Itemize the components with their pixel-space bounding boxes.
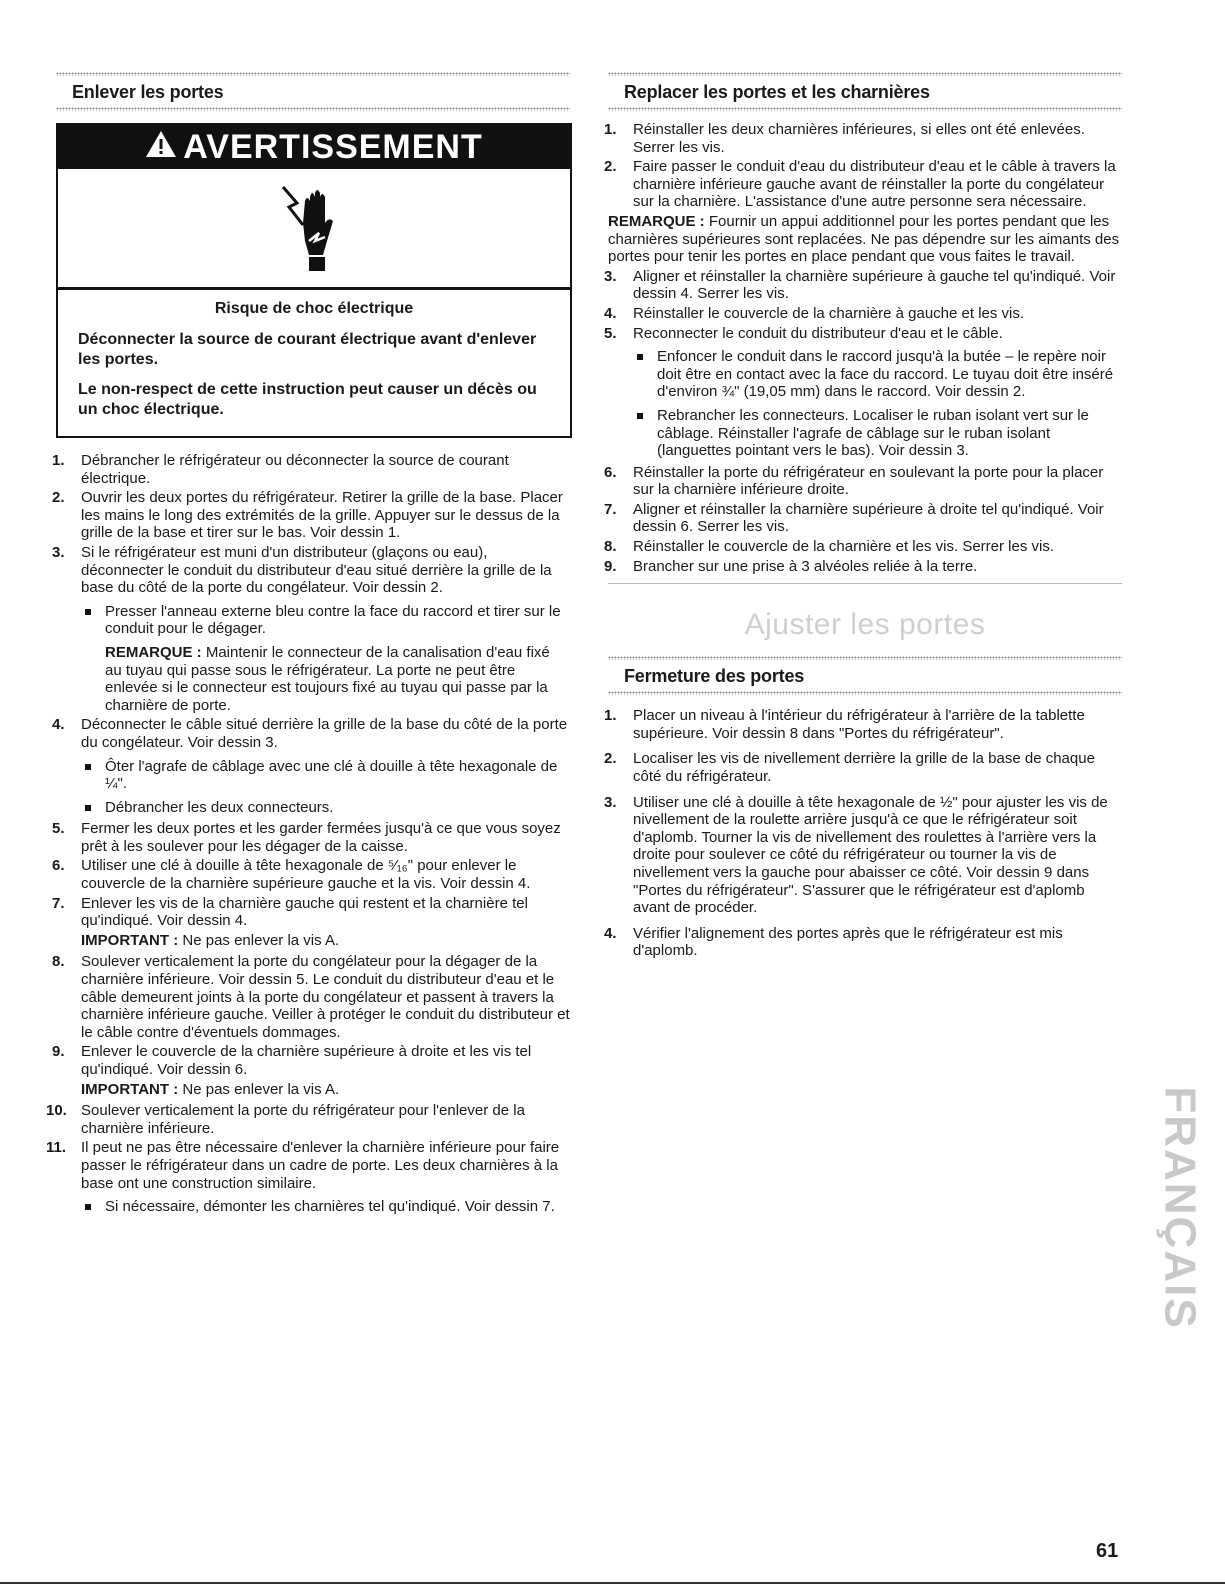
list-item: 8. Réinstaller le couvercle de la charnière et les vis. Serrer les vis. [604,538,1055,556]
important-note: IMPORTANT : Ne pas enlever la vis A. [81,931,340,949]
bullet-item: Rebrancher les connecteurs. Localiser le ruban isolant vert sur le câblage. Réinstaller l'agrafe de câblage sur le ruban isolant (languettes pointant vers le bas). Voir dessin 3. [633,407,1122,460]
bullet-icon [637,354,643,360]
replace-doors-steps [604,121,1122,211]
list-item: 10. Soulever verticalement la porte du réfrigérateur pour l'enlever de la charnière inférieure. [46,1102,525,1137]
warning-box [56,123,572,438]
list-item: 2. Ouvrir les deux portes du réfrigérateur. Retirer la grille de la base. Placer les mains le long des extrémités de la grille. Appuyer sur le dessus de la grille de la base et tirer sur le bas. Voir dessin 1. [52,489,563,542]
list-item: 1. Débrancher le réfrigérateur ou déconnecter la source de courant électrique. [52,452,509,487]
warning-line-consequence: Le non-respect de cette instruction peut causer un décès ou un choc électrique. [78,381,537,418]
divider [608,72,1122,76]
right-column [604,72,1122,962]
warning-text [58,290,570,436]
divider [608,583,1122,584]
bullet-item: Débrancher les deux connecteurs. [81,799,570,817]
list-item: 4. Déconnecter le câble situé derrière la grille de la base du côté de la porte du congélateur. Voir dessin 3. Ôter l'agrafe de câblage avec une clé à douille à tête hexagonale de ¼". Débrancher les deux connecteurs. [56,716,570,816]
list-item: 1. Réinstaller les deux charnières inférieures, si elles ont été enlevées. Serrer les vis. [604,121,1085,156]
bullet-icon [85,609,91,615]
divider [56,107,570,111]
list-item: 5. Reconnecter le conduit du distributeur d'eau et le câble. Enfoncer le conduit dans le raccord jusqu'à la butée – le repère noir doit être en contact avec la face du raccord. Le tuyau doit être inséré d'environ ¾" (19,05 mm) dans le raccord. Voir dessin 2. Rebrancher les connecteurs. Localiser le ruban isolant vert sur le câblage. Réinstaller l'agrafe de câblage sur le ruban isolant (languettes pointant vers le bas). Voir dessin 3. [608,325,1122,460]
remark: REMARQUE : Fournir un appui additionnel pour les portes pendant que les charnières supérieures sont replacées. Ne pas dépendre sur les aimants des portes pour tenir les portes en place pendant que vous faites le travail. [608,212,1120,266]
list-item: 3. Aligner et réinstaller la charnière supérieure à gauche tel qu'indiqué. Voir dessin 4. Serrer les vis. [604,267,1116,303]
subsection-heading-door-closing: Fermeture des portes [624,666,805,687]
electric-shock-hand-icon [279,183,349,273]
page-number: 61 [1096,1540,1119,1562]
replace-doors-steps-continued [604,267,1122,576]
list-item: 6. Réinstaller la porte du réfrigérateur en soulevant la porte pour la placer sur la charnière inférieure droite. [604,463,1104,499]
warning-banner-text: AVERTISSEMENT [183,127,483,166]
list-item: 1. Placer un niveau à l'intérieur du réfrigérateur à l'arrière de la tablette supérieure. Voir dessin 8 dans "Portes du réfrigérateur". [604,707,1085,742]
important-note: IMPORTANT : Ne pas enlever la vis A. [81,1080,340,1098]
list-item: 2. Localiser les vis de nivellement derrière la grille de la base de chaque côté du réfrigérateur. [604,750,1095,786]
warning-triangle-icon [145,128,177,167]
list-item: 7. Aligner et réinstaller la charnière supérieure à droite tel qu'indiqué. Voir dessin 6. Serrer les vis. [604,500,1104,536]
list-item: 3. Utiliser une clé à douille à tête hexagonale de ½" pour ajuster les vis de nivellement de la roulette arrière jusqu'à ce que le réfrigérateur soit d'aplomb. Tourner la vis de nivellement des roulettes à l'arrière vers la droite pour soulever ce côté du réfrigérateur ou tourner la vis de nivellement vers la gauche pour abaisser ce côté. Voir dessin 9 dans "Portes du réfrigérateur". S'assurer que le réfrigérateur est d'aplomb avant de procéder. [604,793,1108,917]
bullet-item: Presser l'anneau externe bleu contre la face du raccord et tirer sur le conduit pour le dégager. [81,603,570,638]
section-heading-replace-doors: Replacer les portes et les charnières [624,82,930,102]
list-item: 6. Utiliser une clé à douille à tête hexagonale de ⁵⁄₁₆" pour enlever le couvercle de la charnière supérieure gauche et la vis. Voir dessin 4. [52,857,531,893]
warning-icon-area [58,169,570,290]
bottom-rule [0,1582,1225,1584]
section-heading-adjust-doors: Ajuster les portes [744,608,986,642]
remove-doors-steps [46,452,570,1216]
warning-banner [58,125,570,169]
list-item: 11. Il peut ne pas être nécessaire d'enlever la charnière inférieure pour faire passer le réfrigérateur dans un cadre de porte. Les deux charnières à la base ont une construction similaire. Si nécessaire, démonter les charnières tel qu'indiqué. Voir dessin 7. [56,1139,570,1215]
list-item: 3. Si le réfrigérateur est muni d'un distributeur (glaçons ou eau), déconnecter le conduit du distributeur d'eau situé derrière la grille de la base du côté de la porte du congélateur. Voir dessin 2. Presser l'anneau externe bleu contre la face du raccord et tirer sur le conduit pour le dégager. REMARQUE : Maintenir le connecteur de la canalisation d'eau fixé au tuyau qui passe sous le réfrigérateur. La porte ne peut être enlevée si le connecteur est toujours fixé au tuyau qui passe par la charnière de porte. [56,544,570,714]
list-item: 9. Enlever le couvercle de la charnière supérieure à droite et les vis tel qu'indiqué. Voir dessin 6. IMPORTANT : Ne pas enlever la vis A. [56,1043,570,1098]
bullet-item: Si nécessaire, démonter les charnières tel qu'indiqué. Voir dessin 7. [81,1198,570,1216]
list-item: 4. Vérifier l'alignement des portes après que le réfrigérateur est mis d'aplomb. [604,924,1063,960]
language-side-tab [1154,1078,1206,1338]
divider [56,72,570,76]
adjust-doors-steps [604,707,1122,960]
bullet-item: Enfoncer le conduit dans le raccord jusqu'à la butée – le repère noir doit être en contact avec la face du raccord. Le tuyau doit être inséré d'environ ¾" (19,05 mm) dans le raccord. Voir dessin 2. [633,348,1122,401]
warning-title: Risque de choc électrique [214,300,414,317]
warning-line-disconnect: Déconnecter la source de courant électrique avant d'enlever les portes. [78,331,537,368]
language-side-tab-text: FRANÇAIS [1156,1086,1206,1330]
list-item: 4. Réinstaller le couvercle de la charnière à gauche et les vis. [604,304,1025,322]
list-item: 5. Fermer les deux portes et les garder fermées jusqu'à ce que vous soyez prêt à les soulever pour les dégager de la caisse. [52,820,561,855]
divider [608,656,1122,660]
list-item: 7. Enlever les vis de la charnière gauche qui restent et la charnière tel qu'indiqué. Voir dessin 4. IMPORTANT : Ne pas enlever la vis A. [56,895,570,950]
left-column [46,72,570,1220]
bullet-icon [85,764,91,770]
bullet-icon [85,1204,91,1210]
divider [608,691,1122,695]
list-item: 9. Brancher sur une prise à 3 alvéoles reliée à la terre. [604,557,978,575]
bullet-icon [85,805,91,811]
bullet-icon [637,413,643,419]
list-item: 2. Faire passer le conduit d'eau du distributeur d'eau et le câble à travers la charnière inférieure gauche avant de réinstaller la porte du congélateur sur la charnière. L'assistance d'une autre personne sera nécessaire. [604,158,1116,211]
remark: REMARQUE : Maintenir le connecteur de la canalisation d'eau fixé au tuyau qui passe sous le réfrigérateur. La porte ne peut être enlevée si le connecteur est toujours fixé au tuyau qui passe par la charnière de porte. [105,643,550,714]
list-item: 8. Soulever verticalement la porte du congélateur pour la dégager de la charnière inférieure. Voir dessin 5. Le conduit du distributeur d'eau et le câble demeurent joints à la porte du congélateur et passent à travers la charnière inférieure gauche. Veiller à protéger le conduit du distributeur et le câble contre d'éventuels dommages. [52,953,570,1041]
divider [608,107,1122,111]
bullet-item: Ôter l'agrafe de câblage avec une clé à douille à tête hexagonale de ¼". [81,758,570,793]
section-heading-remove-doors: Enlever les portes [72,82,224,102]
